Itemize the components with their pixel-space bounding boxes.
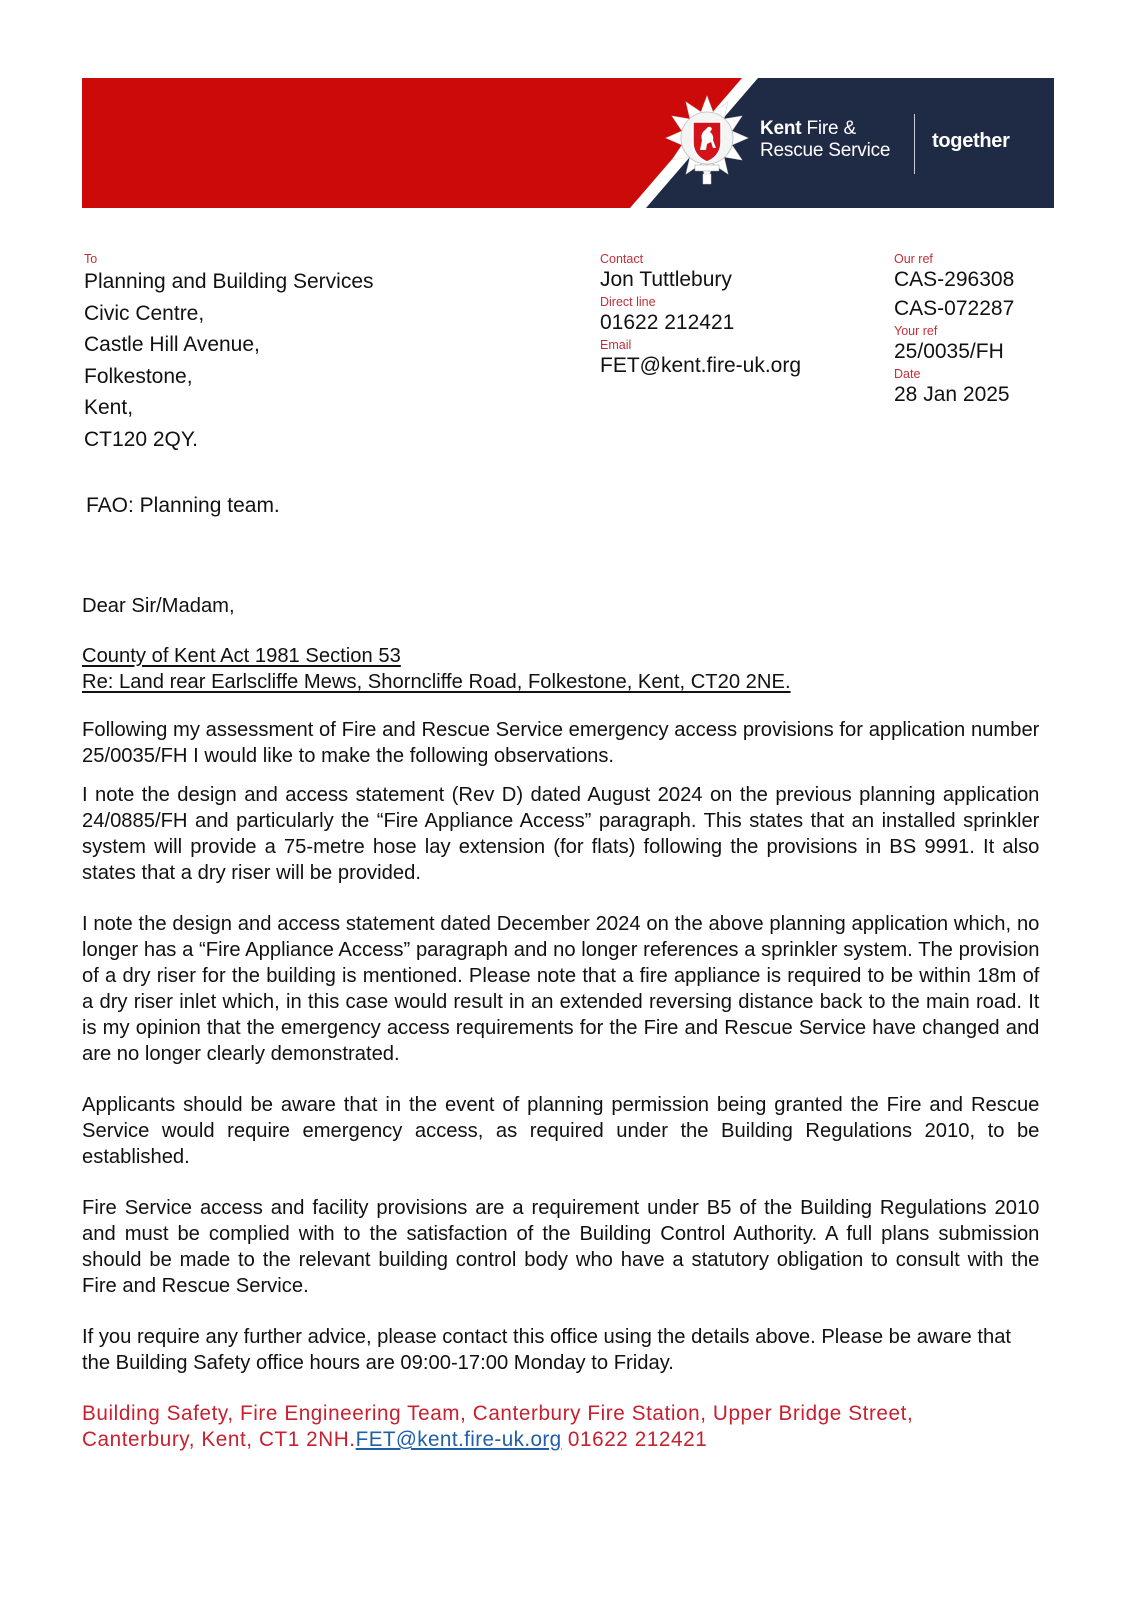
recipient-block [84,252,374,455]
footer-city: Canterbury, Kent, CT1 2NH. [82,1428,356,1451]
contact-name: Jon Tuttlebury [600,268,732,291]
date-value: 28 Jan 2025 [894,383,1010,406]
footer-email-link[interactable]: FET@kent.fire-uk.org [355,1428,562,1451]
contact-block [600,252,801,381]
to-label: To [84,252,98,266]
brand-divider [914,114,915,174]
recipient-line: Castle Hill Avenue, [84,333,260,356]
date-label: Date [894,367,921,381]
footer-phone: 01622 212421 [561,1428,708,1451]
fao-line: FAO: Planning team. [86,494,280,517]
brand-kent: Kent [760,118,802,139]
direct-line-value: 01622 212421 [600,311,735,334]
footer-address-line-1: Building Safety, Fire Engineering Team, Canterbury Fire Station, Upper Bridge Street, [82,1402,914,1425]
your-ref-value: 25/0035/FH [894,340,1004,363]
brand-name [760,118,890,162]
email-value: FET@kent.fire-uk.org [600,354,802,377]
brand-line-1 [760,118,890,140]
subject-re-line: Re: Land rear Earlscliffe Mews, Shorncliffe Road, Folkestone, Kent, CT20 2NE. [82,670,791,693]
paragraph-building-regs: Fire Service access and facility provisions are a requirement under B5 of the Building Regulations 2010 and must be complied with to the satisfaction of the Building Control Authority. A full plans submission should be made to the relevant building control body who have a statutory obligation to consult with the Fire and Rescue Service. [82,1196,1040,1297]
recipient-line: Planning and Building Services [84,270,374,293]
direct-line-label: Direct line [600,295,656,309]
email-label: Email [600,338,632,352]
recipient-line: Folkestone, [84,364,193,388]
brand-tagline: together [932,130,1010,152]
paragraph-intro: Following my assessment of Fire and Rescue Service emergency access provisions for application number 25/0035/FH I would like to make the following observations. [82,718,1040,767]
paragraph-further-advice: If you require any further advice, please contact this office using the details above. Please be aware that the Building Safety office hours are 09:00-17:00 Monday to Friday. [82,1325,1012,1374]
brand-line-2: Rescue Service [760,140,891,161]
paragraph-applicants-notice: Applicants should be aware that in the event of planning permission being granted the Fire and Rescue Service would require emergency access, as required under the Building Regulations 2010, to be established. [82,1093,1040,1168]
subject-heading [82,643,1039,695]
footer-address [82,1401,1039,1453]
paragraph-previous-statement: I note the design and access statement (Rev D) dated August 2024 on the previous planning application 24/0885/FH and particularly the “Fire Appliance Access” paragraph. This states that an installed sprinkler system will provide a 75-metre hose lay extension (for flats) following the provisions in BS 9991. It also states that a dry riser will be provided. [82,783,1040,884]
recipient-line: CT120 2QY. [84,427,199,451]
recipient-line: Civic Centre, [84,301,205,325]
letterhead-banner [82,78,1054,208]
our-ref-value: CAS-296308 [894,268,1015,291]
fire-service-crest-icon [664,94,750,190]
recipient-line: Kent, [84,396,134,419]
footer-address-line-2 [82,1427,1039,1453]
brand-fire: Fire & [801,118,856,139]
contact-label: Contact [600,252,644,266]
our-ref-value: CAS-072287 [894,297,1015,320]
paragraph-current-statement: I note the design and access statement dated December 2024 on the above planning application which, no longer has a “Fire Appliance Access” paragraph and no longer references a sprinkler system. The provision of a dry riser for the building is mentioned. Please note that a fire appliance is required to be within 18m of a dry riser inlet which, in this case would result in an extended reversing distance back to the main road. It is my opinion that the emergency access requirements for the Fire and Rescue Service have changed and are no longer clearly demonstrated. [82,912,1040,1065]
reference-block [894,252,1014,410]
salutation: Dear Sir/Madam, [82,594,235,617]
your-ref-label: Your ref [894,324,938,338]
banner-background [82,78,1054,208]
letter-body [82,593,1039,1453]
our-ref-label: Our ref [894,252,933,266]
subject-act-line: County of Kent Act 1981 Section 53 [82,644,401,667]
